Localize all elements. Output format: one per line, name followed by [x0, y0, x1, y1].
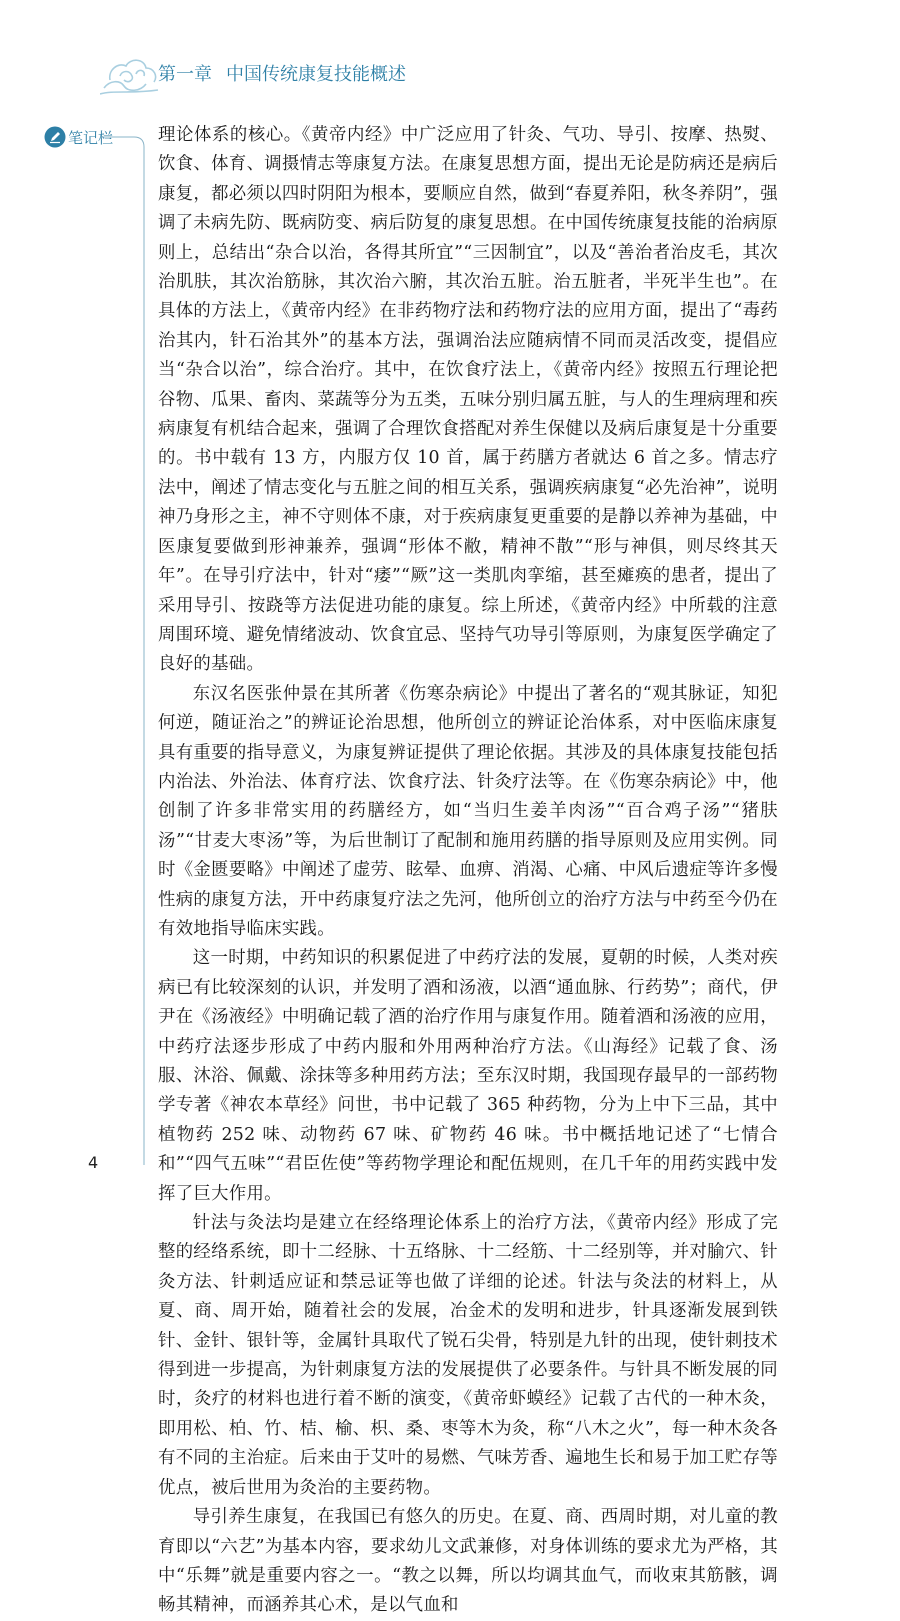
paragraph: 导引养生康复，在我国已有悠久的历史。在夏、商、西周时期，对儿童的教育即以“六艺”为基本内容，要求幼儿文武兼修，对身体训练的要求尤为严格，其中“乐舞”就是重要内容之一。“教之以舞，所以均调其血气，而收束其筋骸，调畅其精神，而涵养其心术，是以气血和	[158, 1507, 778, 1616]
chapter-title: 中国传统康复技能概述	[226, 64, 406, 85]
paragraph: 理论体系的核心。《黄帝内经》中广泛应用了针灸、气功、导引、按摩、热熨、饮食、体育、调摄情志等康复方法。在康复思想方面，提出无论是防病还是病后康复，都必须以四时阴阳为根本，要顺应自然，做到“春夏养阳，秋冬养阴”，强调了未病先防、既病防变、病后防复的康复思想。在中国传统康复技能的治病原则上，总结出“杂合以治，各得其所宜”“三因制宜”，以及“善治者治皮毛，其次治肌肤，其次治筋脉，其次治六腑，其次治五脏。治五脏者，半死半生也”。在具体的方法上，《黄帝内经》在非药物疗法和药物疗法的应用方面，提出了“毒药治其内，针石治其外”的基本方法，强调治法应随病情不同而灵活改变，提倡应当“杂合以治”，综合治疗。其中，在饮食疗法上，《黄帝内经》按照五行理论把谷物、瓜果、畜肉、菜蔬等分为五类，五味分别归属五脏，与人的生理病理和疾病康复有机结合起来，强调了合理饮食搭配对养生保健以及病后康复是十分重要的。书中载有 13 方，内服方仅 10 首，属于药膳方者就达 6 首之多。情志疗法中，阐述了情志变化与五脏之间的相互关系，强调疾病康复“必先治神”，说明神乃身形之主，神不守则体不康，对于疾病康复更重要的是静以养神为基础，中医康复要做到形神兼养，强调“形体不敝，精神不散”“形与神俱，则尽终其天年”。在导引疗法中，针对“痿”“厥”这一类肌肉挛缩，甚至瘫痪的患者，提出了采用导引、按跷等方法促进功能的康复。综上所述，《黄帝内经》中所载的注意周围环境、避免情绪波动、饮食宜忌、坚持气功导引等原则，为康复医学确定了良好的基础。	[158, 125, 778, 675]
pen-icon	[44, 126, 66, 148]
body-text	[158, 121, 778, 1621]
notes-column-label: 笔记栏	[68, 129, 114, 147]
chapter-number: 第一章	[158, 64, 212, 85]
cloud-ornament-icon	[100, 50, 160, 96]
chapter-header	[100, 50, 520, 100]
paragraph: 这一时期，中药知识的积累促进了中药疗法的发展，夏朝的时候，人类对疾病已有比较深刻的认识，并发明了酒和汤液，以酒“通血脉、行药势”；商代，伊尹在《汤液经》中明确记载了酒的治疗作用与康复作用。随着酒和汤液的应用，中药疗法逐步形成了中药内服和外用两种治疗方法。《山海经》记载了食、汤服、沐浴、佩戴、涂抹等多种用药方法；至东汉时期，我国现存最早的一部药物学专著《神农本草经》问世，书中记载了 365 种药物，分为上中下三品，其中植物药 252 味、动物药 67 味、矿物药 46 味。书中概括地记述了“七情合和”“四气五味”“君臣佐使”等药物学理论和配伍规则，在几千年的用药实践中发挥了巨大作用。	[158, 948, 778, 1204]
paragraph: 针法与灸法均是建立在经络理论体系上的治疗方法，《黄帝内经》形成了完整的经络系统，即十二经脉、十五络脉、十二经筋、十二经别等，并对腧穴、针灸方法、针刺适应证和禁忌证等也做了详细的论述。针法与灸法的材料上，从夏、商、周开始，随着社会的发展，冶金术的发明和进步，针具逐渐发展到铁针、金针、银针等，金属针具取代了锐石尖骨，特别是九针的出现，使针刺技术得到进一步提高，为针刺康复方法的发展提供了必要条件。与针具不断发展的同时，灸疗的材料也进行着不断的演变，《黄帝虾蟆经》记载了古代的一种木灸，即用松、柏、竹、桔、榆、枳、桑、枣等木为灸，称“八木之火”，每一种木灸各有不同的主治症。后来由于艾叶的易燃、气味芳香、遍地生长和易于加工贮存等优点，被后世用为灸治的主要药物。	[158, 1213, 778, 1498]
margin-divider	[100, 125, 152, 1165]
paragraph: 东汉名医张仲景在其所著《伤寒杂病论》中提出了著名的“观其脉证，知犯何逆，随证治之”的辨证论治思想，他所创立的辨证论治体系，对中医临床康复具有重要的指导意义，为康复辨证提供了理论依据。其涉及的具体康复技能包括内治法、外治法、体育疗法、饮食疗法、针灸疗法等。在《伤寒杂病论》中，他创制了许多非常实用的药膳经方，如“当归生姜羊肉汤”“百合鸡子汤”“猪肤汤”“甘麦大枣汤”等，为后世制订了配制和施用药膳的指导原则及应用实例。同时《金匮要略》中阐述了虚劳、眩晕、血痹、消渴、心痛、中风后遗症等许多慢性病的康复方法，开中药康复疗法之先河，他所创立的治疗方法与中药至今仍在有效地指导临床实践。	[158, 683, 778, 939]
chapter-heading	[158, 60, 406, 86]
page-number: 4	[88, 1153, 99, 1172]
